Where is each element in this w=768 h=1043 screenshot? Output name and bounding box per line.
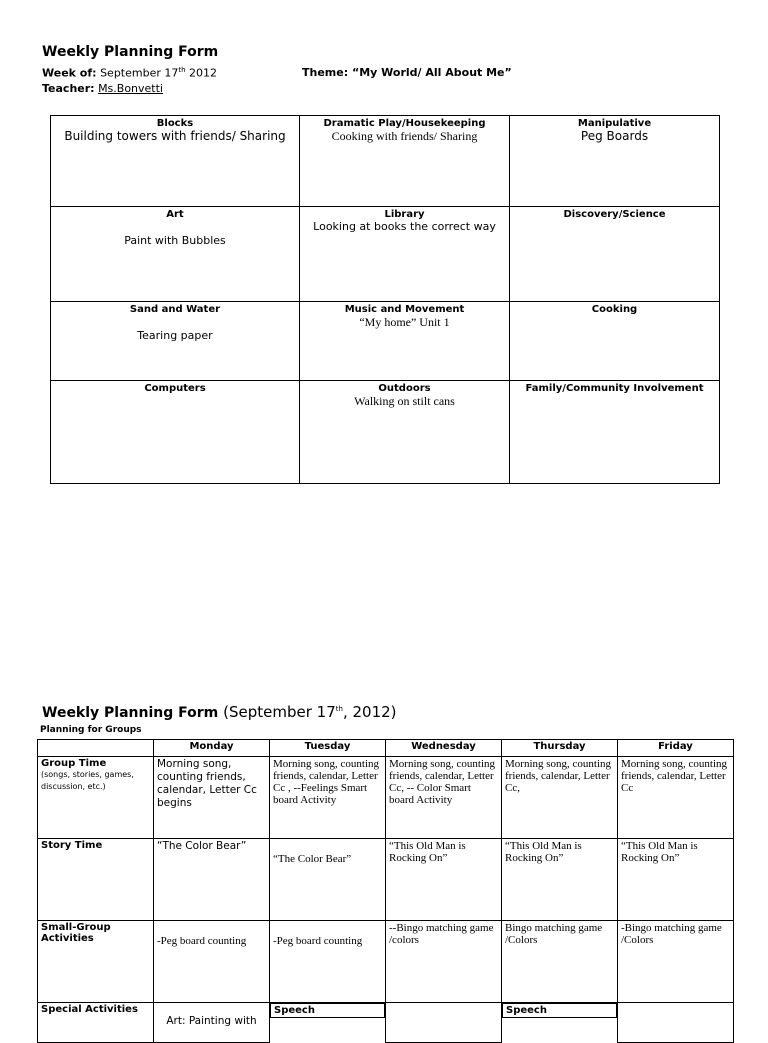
cell-tuesday: -Peg board counting	[270, 921, 386, 1003]
week-of-year: 2012	[185, 66, 218, 80]
center-header: Computers	[144, 383, 206, 394]
cell-friday: “This Old Man is Rocking On”	[618, 839, 734, 921]
center-header: Library	[384, 209, 425, 220]
cell-monday: Art: Painting with	[154, 1003, 270, 1043]
cell-wednesday: “This Old Man is Rocking On”	[386, 839, 502, 921]
row-label: Group Time	[41, 758, 107, 769]
section-title-text: Weekly Planning Form	[42, 705, 219, 721]
section-date-sup: th	[335, 705, 343, 713]
theme-line	[302, 66, 512, 79]
cell-thursday: “This Old Man is Rocking On”	[502, 839, 618, 921]
cell-monday: “The Color Bear”	[154, 839, 270, 921]
cell-monday: -Peg board counting	[154, 921, 270, 1003]
cell-friday: -Bingo matching game /Colors	[618, 921, 734, 1003]
group-planning-table	[37, 739, 734, 1043]
teacher-name: Ms.Bonvetti	[98, 82, 163, 95]
day-header-wednesday: Wednesday	[386, 740, 502, 757]
center-content: Building towers with friends/ Sharing	[64, 129, 286, 143]
day-header-tuesday: Tuesday	[270, 740, 386, 757]
center-header: Outdoors	[378, 383, 431, 394]
center-content: Cooking with friends/ Sharing	[331, 129, 478, 143]
center-content: Paint with Bubbles	[124, 234, 226, 247]
center-header: Art	[166, 209, 184, 220]
cell-wednesday	[386, 1003, 502, 1043]
row-header-story-time	[38, 839, 154, 921]
row-label: Small-Group Activities	[41, 922, 111, 944]
center-cell-family-community	[510, 381, 720, 484]
center-cell-cooking	[510, 302, 720, 381]
center-content: Peg Boards	[580, 129, 649, 143]
center-cell-blocks	[51, 116, 300, 207]
cell-wednesday: Morning song, counting friends, calendar, Letter Cc, -- Color Smart board Activity	[386, 757, 502, 839]
day-header-monday: Monday	[154, 740, 270, 757]
row-header-special-activities	[38, 1003, 154, 1043]
center-cell-outdoors	[300, 381, 510, 484]
page-title: Weekly Planning Form	[42, 44, 219, 60]
center-content: Walking on stilt cans	[354, 394, 455, 408]
center-cell-music-movement	[300, 302, 510, 381]
week-of-line	[42, 66, 217, 80]
center-cell-manipulative	[510, 116, 720, 207]
center-content: Looking at books the correct way	[313, 220, 496, 233]
center-header: Sand and Water	[129, 304, 221, 315]
cell-tuesday: Speech	[270, 1003, 385, 1018]
teacher-label: Teacher:	[42, 82, 95, 95]
table-row	[38, 921, 734, 1003]
table-row	[38, 839, 734, 921]
cell-thursday: Speech	[502, 1003, 617, 1018]
row-header-small-group	[38, 921, 154, 1003]
section-title	[42, 703, 397, 721]
row-label: Story Time	[41, 840, 103, 851]
center-content: Tearing paper	[137, 329, 213, 342]
table-row	[38, 757, 734, 839]
center-cell-library	[300, 207, 510, 302]
day-header-thursday: Thursday	[502, 740, 618, 757]
center-header: Blocks	[156, 118, 194, 129]
section-date	[223, 703, 396, 721]
cell-thursday: Bingo matching game /Colors	[502, 921, 618, 1003]
cell-friday: Morning song, counting friends, calendar, Letter Cc	[618, 757, 734, 839]
row-sublabel: (songs, stories, games, discussion, etc.)	[41, 770, 134, 791]
theme-label: Theme:	[302, 66, 349, 79]
section-date-close: , 2012)	[342, 703, 397, 721]
week-of-value: September 17	[100, 66, 179, 80]
week-of-sup: th	[178, 66, 186, 74]
center-header: Dramatic Play/Housekeeping	[323, 118, 486, 129]
week-of-label: Week of:	[42, 66, 97, 80]
center-header: Cooking	[591, 304, 638, 315]
cell-tuesday: Morning song, counting friends, calendar, Letter Cc , --Feelings Smart board Activity	[270, 757, 386, 839]
center-cell-sand-water	[51, 302, 300, 381]
theme-value: “My World/ All About Me”	[351, 66, 512, 79]
center-header: Music and Movement	[344, 304, 465, 315]
teacher-line	[42, 82, 163, 95]
corner-cell	[38, 740, 154, 757]
center-content: “My home” Unit 1	[359, 315, 450, 329]
center-header: Family/Community Involvement	[525, 383, 704, 394]
cell-tuesday: “The Color Bear”	[270, 839, 386, 921]
section-subtitle: Planning for Groups	[40, 725, 142, 735]
center-cell-art	[51, 207, 300, 302]
cell-thursday: Morning song, counting friends, calendar, Letter Cc,	[502, 757, 618, 839]
center-cell-discovery-science	[510, 207, 720, 302]
row-header-group-time	[38, 757, 154, 839]
center-cell-computers	[51, 381, 300, 484]
center-cell-dramatic-play	[300, 116, 510, 207]
table-row	[38, 1003, 734, 1043]
cell-friday	[618, 1003, 734, 1043]
center-header: Manipulative	[577, 118, 652, 129]
cell-monday: Morning song, counting friends, calendar, Letter Cc begins	[154, 757, 270, 839]
learning-centers-table	[50, 115, 720, 484]
center-header: Discovery/Science	[563, 209, 666, 220]
row-label: Special Activities	[41, 1004, 138, 1015]
section-date-open: (September 17	[223, 703, 336, 721]
cell-wednesday: --Bingo matching game /colors	[386, 921, 502, 1003]
day-header-friday: Friday	[618, 740, 734, 757]
